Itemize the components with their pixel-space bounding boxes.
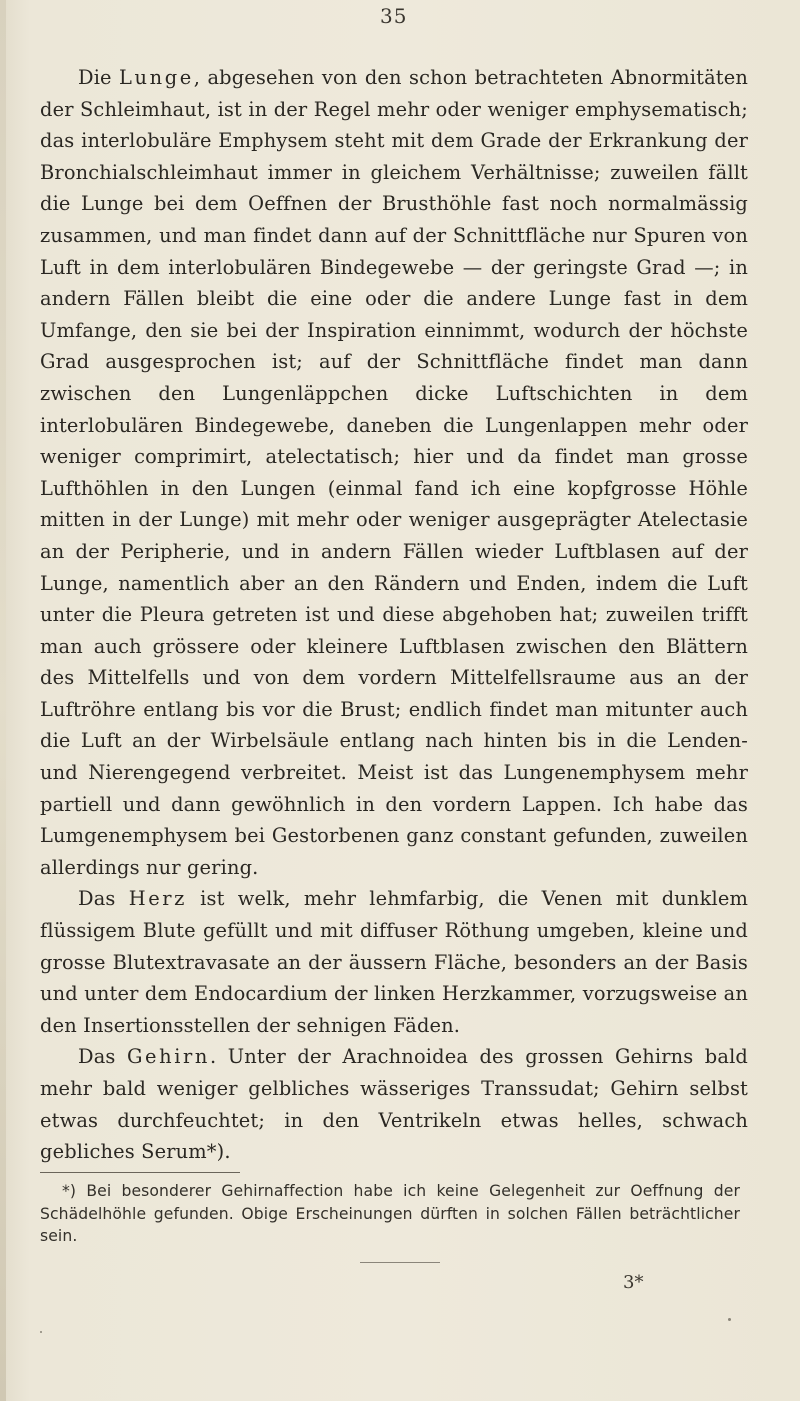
heading-word-lunge: Lunge bbox=[119, 66, 194, 89]
footnote bbox=[40, 1180, 740, 1248]
text-run: , abgesehen von den schon betrachteten Abnormitäten der Schleimhaut, ist in der Regel mehr oder weniger emphysematisch; das interlobuläre Emphysem steht mit dem Grade der Erkrankung der Bronchialschleimhaut immer in gleichem Verhältnisse; zuweilen fällt die Lunge bei dem Oeffnen der Brusthöhle fast noch normalmässig zusammen, und man findet dann auf der Schnittfläche nur Spuren von Luft in dem interlobulären Bindegewebe — der geringste Grad —; in andern Fällen bleibt die eine oder die andere Lunge fast in dem Umfange, den sie bei der Inspiration einnimmt, wodurch der höchste Grad ausgesprochen ist; auf der Schnittfläche findet man dann zwischen den Lungenläppchen dicke Luftschichten in dem interlobulären Bindegewebe, daneben die Lungenlappen mehr oder weniger comprimirt, atelectatisch; hier und da findet man grosse Lufthöhlen in den Lungen (einmal fand ich eine kopfgrosse Höhle mitten in der Lunge) mit mehr oder weniger ausgeprägter Atelectasie an der Peripherie, und in andern Fällen wieder Luftblasen auf der Lunge, namentlich aber an den Rändern und Enden, indem die Luft unter die Pleura getreten ist und diese abgehoben hat; zuweilen trifft man auch grössere oder kleinere Luftblasen zwischen den Blättern des Mittelfells und von dem vordern Mittelfellsraume aus an der Luftröhre entlang bis vor die Brust; endlich findet man mitunter auch die Luft an der Wirbelsäule entlang nach hinten bis in die Lenden- und Nierengegend verbreitet. Meist ist das Lungenemphysem mehr partiell und dann gewöhnlich in den vordern Lappen. Ich habe das Lumgenemphysem bei Gestorbenen ganz constant gefunden, zuweilen allerdings nur gering. bbox=[40, 66, 748, 879]
footnote-end-rule bbox=[360, 1262, 440, 1263]
footnote-text: *) Bei besonderer Gehirnaffection habe ich keine Gelegenheit zur Oeffnung der Schädelhöhle gefunden. Obige Erscheinungen dürften in solchen Fällen beträchtlicher sein. bbox=[40, 1182, 740, 1246]
text-run: Das bbox=[78, 887, 129, 911]
body-text bbox=[40, 62, 748, 1168]
signature-mark: 3* bbox=[623, 1272, 644, 1293]
paragraph-lunge bbox=[40, 62, 748, 883]
text-run: ist welk, mehr lehmfarbig, die Venen mit dunklem flüssigem Blute gefüllt und mit diffuser Röthung umgeben, kleine und grosse Blutextravasate an der äussern Fläche, besonders an der Basis und unter dem Endocardium der linken Herzkammer, vorzugsweise an den Insertionsstellen der sehnigen Fäden. bbox=[40, 887, 748, 1037]
footnote-separator bbox=[40, 1172, 240, 1173]
page-edge-shadow bbox=[0, 0, 6, 1401]
page-number: 35 bbox=[380, 4, 408, 28]
paper-speck bbox=[40, 1331, 42, 1333]
heading-word-herz: Herz bbox=[128, 887, 187, 911]
text-run: . Unter der Arachnoidea des grossen Gehirns bald mehr bald weniger gelbliches wässeriges Transsudat; Gehirn selbst etwas durchfeuchtet; in den Ventrikeln etwas helles, schwach gebliches Serum*). bbox=[40, 1045, 748, 1164]
text-run: Die bbox=[78, 66, 120, 89]
heading-word-gehirn: Gehirn bbox=[126, 1045, 210, 1069]
text-run: Das bbox=[78, 1045, 127, 1069]
paragraph-gehirn bbox=[40, 1041, 748, 1167]
paragraph-herz bbox=[40, 883, 748, 1041]
paper-speck bbox=[728, 1318, 731, 1321]
